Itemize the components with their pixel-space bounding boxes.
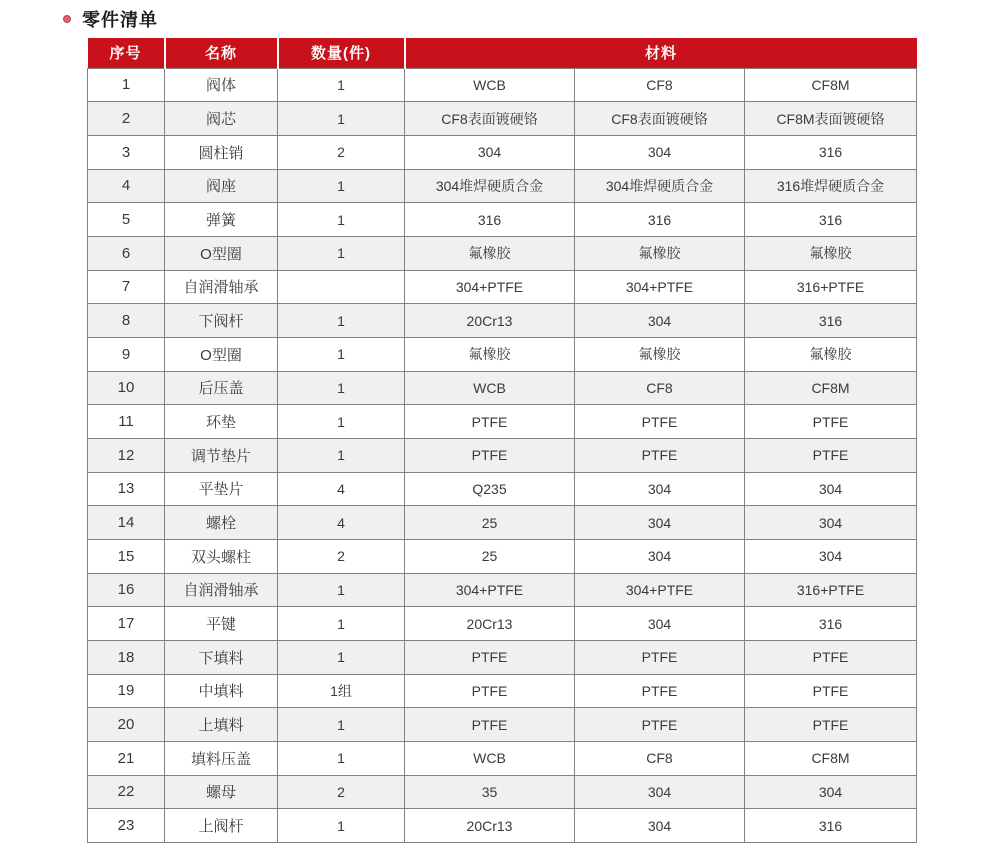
cell-material-1: 304堆焊硬质合金 (405, 169, 575, 203)
cell-material-1: 氟橡胶 (405, 337, 575, 371)
cell-serial: 1 (88, 68, 165, 102)
cell-material-3: PTFE (745, 708, 917, 742)
cell-material-1: Q235 (405, 472, 575, 506)
table-row (88, 270, 917, 304)
table-row (88, 203, 917, 237)
cell-material-2: 304 (575, 304, 745, 338)
table-row (88, 236, 917, 270)
cell-material-3: PTFE (745, 640, 917, 674)
cell-material-1: 氟橡胶 (405, 236, 575, 270)
cell-serial: 8 (88, 304, 165, 338)
cell-name: O型圈 (165, 337, 278, 371)
cell-serial: 20 (88, 708, 165, 742)
header-qty: 数量(件) (278, 38, 405, 68)
table-row (88, 607, 917, 641)
cell-name: 上阀杆 (165, 809, 278, 843)
cell-material-2: CF8 (575, 741, 745, 775)
cell-quantity: 2 (278, 539, 405, 573)
cell-material-1: 316 (405, 203, 575, 237)
cell-material-3: 304 (745, 472, 917, 506)
table-row (88, 674, 917, 708)
cell-name: 螺母 (165, 775, 278, 809)
cell-quantity: 1 (278, 640, 405, 674)
cell-material-3: 304 (745, 506, 917, 540)
cell-name: 弹簧 (165, 203, 278, 237)
cell-material-1: 20Cr13 (405, 809, 575, 843)
cell-quantity: 4 (278, 506, 405, 540)
table-row (88, 573, 917, 607)
cell-serial: 10 (88, 371, 165, 405)
cell-material-3: 氟橡胶 (745, 236, 917, 270)
header-material: 材料 (405, 38, 917, 68)
cell-material-1: 304 (405, 135, 575, 169)
cell-material-2: PTFE (575, 674, 745, 708)
cell-name: 填料压盖 (165, 741, 278, 775)
table-row (88, 438, 917, 472)
cell-serial: 22 (88, 775, 165, 809)
cell-serial: 16 (88, 573, 165, 607)
cell-material-2: CF8 (575, 371, 745, 405)
cell-name: 上填料 (165, 708, 278, 742)
cell-material-3: 316 (745, 203, 917, 237)
cell-quantity: 1 (278, 607, 405, 641)
table-row (88, 337, 917, 371)
cell-material-3: 316 (745, 135, 917, 169)
cell-quantity: 1 (278, 573, 405, 607)
table-row (88, 135, 917, 169)
cell-serial: 15 (88, 539, 165, 573)
cell-material-1: WCB (405, 741, 575, 775)
table-row (88, 708, 917, 742)
cell-quantity: 2 (278, 775, 405, 809)
cell-material-3: 316堆焊硬质合金 (745, 169, 917, 203)
cell-material-1: WCB (405, 68, 575, 102)
cell-material-2: 304 (575, 809, 745, 843)
cell-material-2: 304+PTFE (575, 573, 745, 607)
cell-material-3: PTFE (745, 405, 917, 439)
cell-material-1: 35 (405, 775, 575, 809)
cell-serial: 7 (88, 270, 165, 304)
cell-name: 平键 (165, 607, 278, 641)
cell-material-2: 氟橡胶 (575, 337, 745, 371)
cell-material-3: 316+PTFE (745, 270, 917, 304)
cell-name: 自润滑轴承 (165, 573, 278, 607)
cell-material-3: 316 (745, 607, 917, 641)
parts-table-header (88, 38, 917, 68)
table-row (88, 371, 917, 405)
cell-material-1: 25 (405, 539, 575, 573)
cell-material-2: 304堆焊硬质合金 (575, 169, 745, 203)
bullet-icon (64, 16, 70, 22)
cell-name: 平垫片 (165, 472, 278, 506)
cell-material-2: PTFE (575, 405, 745, 439)
cell-material-1: 20Cr13 (405, 304, 575, 338)
cell-serial: 13 (88, 472, 165, 506)
cell-serial: 21 (88, 741, 165, 775)
cell-material-2: 304 (575, 506, 745, 540)
cell-material-3: CF8M (745, 68, 917, 102)
cell-material-1: 20Cr13 (405, 607, 575, 641)
cell-name: 圆柱销 (165, 135, 278, 169)
cell-material-1: PTFE (405, 438, 575, 472)
cell-name: 中填料 (165, 674, 278, 708)
cell-serial: 11 (88, 405, 165, 439)
cell-material-3: 316 (745, 809, 917, 843)
cell-material-1: PTFE (405, 708, 575, 742)
table-row (88, 169, 917, 203)
cell-quantity: 1 (278, 203, 405, 237)
table-row (88, 640, 917, 674)
parts-table (87, 38, 917, 843)
cell-quantity: 1 (278, 102, 405, 136)
cell-name: 下阀杆 (165, 304, 278, 338)
cell-name: 阀芯 (165, 102, 278, 136)
cell-quantity: 1 (278, 68, 405, 102)
cell-material-2: 304 (575, 472, 745, 506)
cell-material-3: CF8M (745, 371, 917, 405)
cell-material-1: 304+PTFE (405, 270, 575, 304)
cell-quantity: 1 (278, 438, 405, 472)
cell-material-3: 304 (745, 775, 917, 809)
cell-material-2: 304 (575, 539, 745, 573)
cell-quantity: 1 (278, 371, 405, 405)
cell-material-3: PTFE (745, 438, 917, 472)
cell-material-1: WCB (405, 371, 575, 405)
header-name: 名称 (165, 38, 278, 68)
cell-material-1: 25 (405, 506, 575, 540)
cell-name: 阀座 (165, 169, 278, 203)
cell-serial: 9 (88, 337, 165, 371)
cell-material-2: 316 (575, 203, 745, 237)
cell-serial: 6 (88, 236, 165, 270)
cell-quantity (278, 270, 405, 304)
cell-serial: 23 (88, 809, 165, 843)
cell-name: 自润滑轴承 (165, 270, 278, 304)
cell-serial: 4 (88, 169, 165, 203)
cell-quantity: 1组 (278, 674, 405, 708)
cell-material-3: 氟橡胶 (745, 337, 917, 371)
cell-quantity: 1 (278, 405, 405, 439)
table-row (88, 68, 917, 102)
cell-serial: 12 (88, 438, 165, 472)
cell-material-3: CF8M (745, 741, 917, 775)
cell-serial: 14 (88, 506, 165, 540)
cell-quantity: 1 (278, 741, 405, 775)
page-title: 零件清单 (82, 10, 158, 30)
table-row (88, 775, 917, 809)
cell-quantity: 1 (278, 169, 405, 203)
cell-material-2: 304+PTFE (575, 270, 745, 304)
table-row (88, 741, 917, 775)
cell-material-2: PTFE (575, 708, 745, 742)
cell-material-3: 304 (745, 539, 917, 573)
cell-material-2: 304 (575, 607, 745, 641)
cell-name: 螺栓 (165, 506, 278, 540)
table-row (88, 405, 917, 439)
cell-material-2: 氟橡胶 (575, 236, 745, 270)
cell-name: 环垫 (165, 405, 278, 439)
parts-table-body (88, 68, 917, 843)
cell-serial: 3 (88, 135, 165, 169)
cell-material-2: PTFE (575, 640, 745, 674)
cell-material-2: CF8表面镀硬铬 (575, 102, 745, 136)
cell-name: O型圈 (165, 236, 278, 270)
cell-material-1: CF8表面镀硬铬 (405, 102, 575, 136)
table-row (88, 304, 917, 338)
cell-quantity: 1 (278, 236, 405, 270)
cell-quantity: 1 (278, 809, 405, 843)
cell-material-3: CF8M表面镀硬铬 (745, 102, 917, 136)
cell-name: 后压盖 (165, 371, 278, 405)
cell-material-1: PTFE (405, 405, 575, 439)
cell-material-3: PTFE (745, 674, 917, 708)
section-header (64, 6, 158, 32)
cell-material-2: 304 (575, 775, 745, 809)
cell-quantity: 1 (278, 708, 405, 742)
table-row (88, 472, 917, 506)
cell-serial: 17 (88, 607, 165, 641)
cell-material-2: CF8 (575, 68, 745, 102)
cell-name: 阀体 (165, 68, 278, 102)
cell-material-1: PTFE (405, 674, 575, 708)
cell-material-2: 304 (575, 135, 745, 169)
cell-material-3: 316+PTFE (745, 573, 917, 607)
cell-serial: 19 (88, 674, 165, 708)
cell-serial: 2 (88, 102, 165, 136)
cell-quantity: 1 (278, 337, 405, 371)
header-serial: 序号 (88, 38, 165, 68)
cell-material-3: 316 (745, 304, 917, 338)
table-row (88, 809, 917, 843)
table-row (88, 539, 917, 573)
table-row (88, 506, 917, 540)
cell-quantity: 1 (278, 304, 405, 338)
cell-quantity: 2 (278, 135, 405, 169)
cell-serial: 18 (88, 640, 165, 674)
cell-name: 双头螺柱 (165, 539, 278, 573)
header-row (88, 38, 917, 68)
cell-serial: 5 (88, 203, 165, 237)
cell-quantity: 4 (278, 472, 405, 506)
cell-material-1: 304+PTFE (405, 573, 575, 607)
table-row (88, 102, 917, 136)
cell-name: 调节垫片 (165, 438, 278, 472)
cell-material-1: PTFE (405, 640, 575, 674)
cell-material-2: PTFE (575, 438, 745, 472)
cell-name: 下填料 (165, 640, 278, 674)
